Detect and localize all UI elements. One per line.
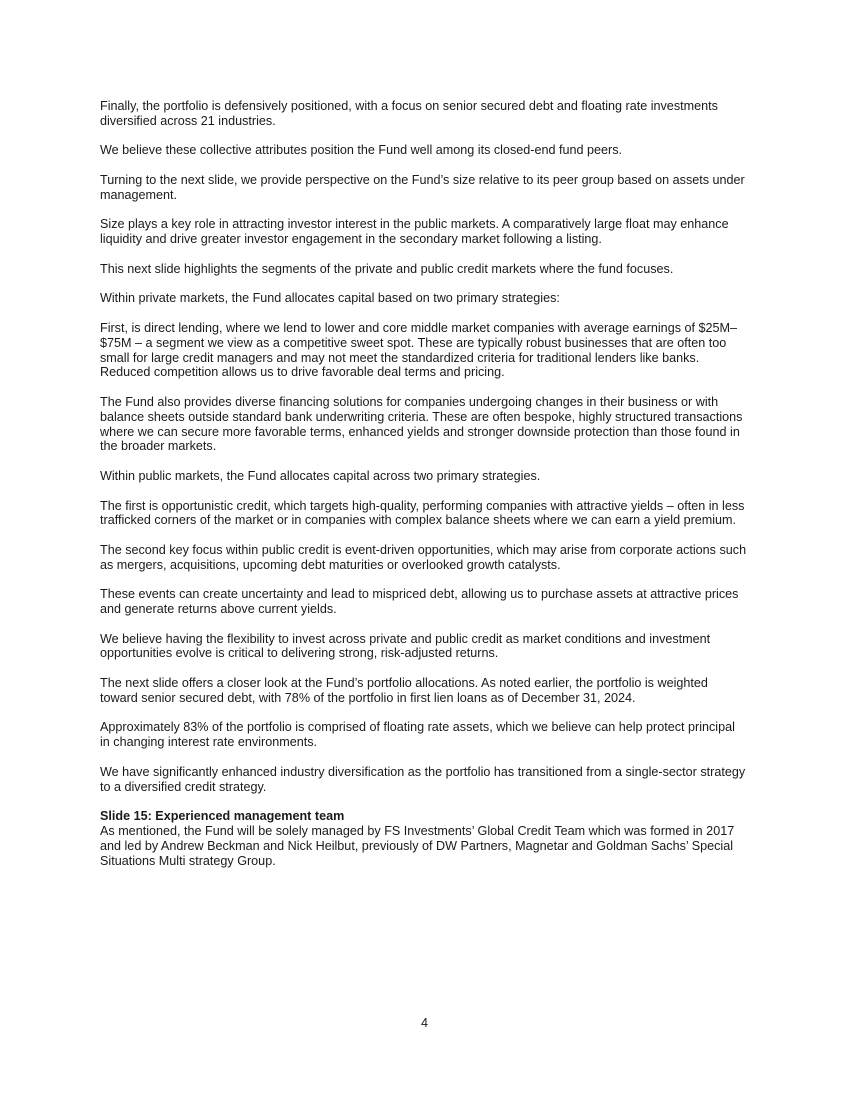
paragraph-3: Turning to the next slide, we provide perspective on the Fund’s size relative to its peer group based on assets under management. — [100, 172, 745, 202]
paragraph-9: Within public markets, the Fund allocates capital across two primary strategies. — [100, 468, 541, 483]
page-number: 4 — [420, 1016, 428, 1030]
paragraph-13: We believe having the flexibility to invest across private and public credit as market conditions and investment opportunities evolve is critical to delivering strong, risk-adjusted returns. — [100, 631, 711, 661]
paragraph-1: Finally, the portfolio is defensively positioned, with a focus on senior secured debt and floating rate investments diversified across 21 industries. — [100, 99, 718, 128]
paragraph-10: The first is opportunistic credit, which targets high-quality, performing companies with attractive yields – often in less trafficked corners of the market or in companies with complex balance sheets where we can earn a yield premium. — [100, 498, 745, 528]
paragraph-7: First, is direct lending, where we lend to lower and core middle market companies with average earnings of $25M–$75M – a segment we view as a competitive sweet spot. These are typically robust businesses that are often too small for large credit managers and may not meet the standardized criteria for traditional lenders like banks. Reduced competition allows us to drive favorable deal terms and pricing. — [100, 320, 737, 380]
section-heading: Slide 15: Experienced management team — [100, 809, 345, 824]
paragraph-8: The Fund also provides diverse financing solutions for companies undergoing changes in their business or with balance sheets outside standard bank underwriting criteria. These are often bespoke, highly structured transactions where we can secure more favorable terms, enhanced yields and stronger downside protection than those found in the broader markets. — [100, 394, 743, 454]
section-slide-15 — [100, 809, 748, 868]
paragraph-14: The next slide offers a closer look at the Fund’s portfolio allocations. As noted earlier, the portfolio is weighted toward senior secured debt, with 78% of the portfolio in first lien loans as of December 31, 2024. — [100, 676, 708, 705]
section-body: As mentioned, the Fund will be solely managed by FS Investments’ Global Credit Team which was formed in 2017 and led by Andrew Beckman and Nick Heilbut, previously of DW Partners, Magnetar and Goldman Sachs’ Special Situations Multi strategy Group. — [100, 824, 735, 868]
paragraph-15: Approximately 83% of the portfolio is comprised of floating rate assets, which we believe can help protect principal in changing interest rate environments. — [100, 720, 735, 750]
paragraph-5: This next slide highlights the segments of the private and public credit markets where the fund focuses. — [100, 261, 674, 276]
paragraph-16: We have significantly enhanced industry diversification as the portfolio has transitioned from a single-sector strategy to a diversified credit strategy. — [100, 764, 746, 794]
paragraph-4: Size plays a key role in attracting investor interest in the public markets. A comparatively large float may enhance liquidity and drive greater investor engagement in the secondary market following a listing. — [100, 217, 729, 247]
paragraph-11: The second key focus within public credit is event-driven opportunities, which may arise from corporate actions such as mergers, acquisitions, upcoming debt maturities or overlooked growth catalysts. — [100, 542, 747, 572]
paragraph-12: These events can create uncertainty and lead to mispriced debt, allowing us to purchase assets at attractive prices and generate returns above current yields. — [100, 587, 739, 617]
page-content — [100, 99, 748, 868]
paragraph-6: Within private markets, the Fund allocates capital based on two primary strategies: — [100, 291, 560, 306]
paragraph-2: We believe these collective attributes position the Fund well among its closed-end fund peers. — [100, 143, 623, 158]
